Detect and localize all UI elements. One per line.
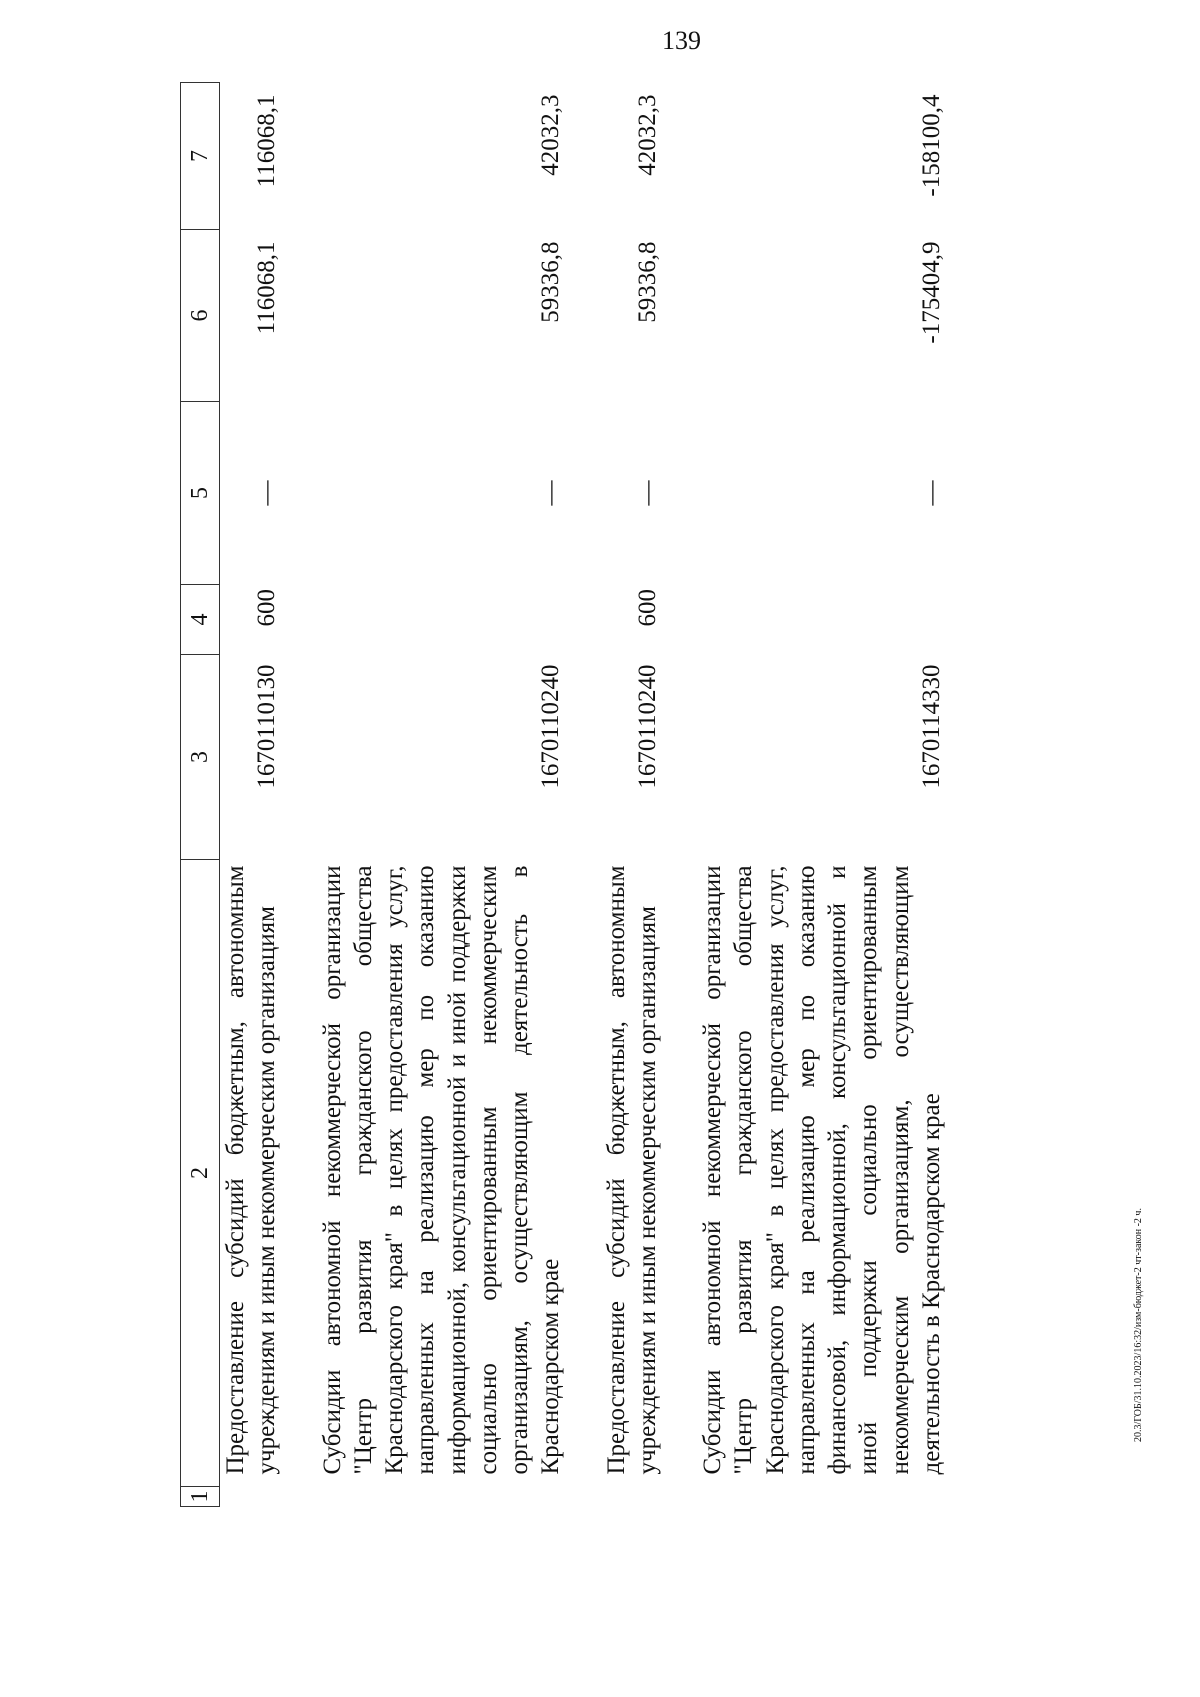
header-cell: 1 (181, 1487, 220, 1507)
expense-type-code: 600 (253, 589, 281, 627)
table-row (697, 83, 951, 1507)
header-cell: 6 (181, 230, 220, 402)
header-row (181, 83, 220, 1507)
target-article-code: 1670110240 (633, 664, 661, 789)
col6-value: 59336,8 (537, 241, 565, 323)
col5-value: — (633, 480, 661, 506)
footer-stamp (1133, 1208, 1144, 1443)
col6-value: 116068,1 (253, 241, 281, 335)
header-cell: 3 (181, 655, 220, 860)
col7-value: -158100,4 (917, 94, 945, 197)
header-cell: 2 (181, 860, 220, 1487)
col5-value: — (253, 480, 281, 506)
table-row (220, 83, 287, 1507)
footer-stamp-text: 20.3/ГОБ/31.10.2023/16:32/изм-бюджет-2 чт-закон -2 ч. (1133, 1208, 1144, 1442)
target-article-code: 1670114330 (917, 664, 945, 789)
col7-value: 116068,1 (253, 94, 281, 188)
row-name: Субсидии автономной некоммерческой организации "Центр развития гражданского общества Краснодарского края" в целях предоставления услуг, направленных на реализацию мер по оказанию финансовой, информационной, консультационной и иной поддержки социально ориентированным некоммерческим организациям, осуществляющим деятельность в Краснодарском крае (699, 865, 945, 1475)
target-article-code: 1670110130 (253, 664, 281, 789)
col7-value: 42032,3 (633, 94, 661, 176)
col6-value: -175404,9 (917, 241, 945, 344)
header-cell: 5 (181, 402, 220, 585)
table-row (601, 83, 668, 1507)
expense-type-code (317, 585, 571, 655)
row-name: Субсидии автономной некоммерческой организации "Центр развития гражданского общества Краснодарского края" в целях предоставления услуг, направленных на реализацию мер по оказанию информационной, консультационной и иной поддержки социально ориентированным некоммерческим организациям, осуществляющим деятельность в Краснодарском крае (318, 865, 565, 1475)
expense-type-code: 600 (633, 589, 661, 627)
header-cell: 4 (181, 585, 220, 655)
col5-value: — (917, 480, 945, 506)
col6-value: 59336,8 (633, 241, 661, 323)
table-row (317, 83, 571, 1507)
row-name: Предоставление субсидий бюджетным, автономным учреждениям и иным некоммерческим организациям (602, 865, 661, 1475)
target-article-code: 1670110240 (537, 664, 565, 789)
expense-type-code (697, 585, 951, 655)
row-name: Предоставление субсидий бюджетным, автономным учреждениям и иным некоммерческим организациям (222, 865, 281, 1475)
col5-value: — (537, 480, 565, 506)
budget-table (180, 83, 1040, 1507)
page-number: 139 (662, 26, 701, 55)
col7-value: 42032,3 (537, 94, 565, 176)
header-cell: 7 (181, 83, 220, 230)
